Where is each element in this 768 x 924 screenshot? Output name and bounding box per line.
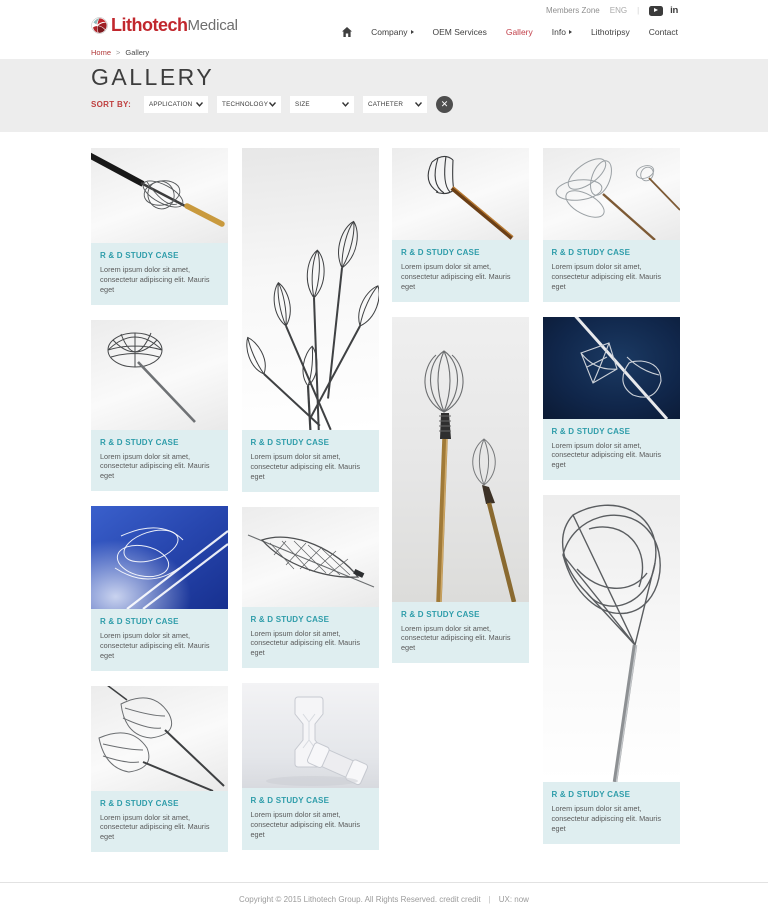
card-body: Lorem ipsum dolor sit amet, consectetur adipiscing elit. Mauris eget	[100, 451, 210, 481]
breadcrumb-home-link[interactable]: Home	[91, 48, 112, 57]
nav-contact-label: Contact	[648, 27, 678, 37]
page-title-band	[0, 59, 768, 132]
card-body: Lorem ipsum dolor sit amet, consectetur adipiscing elit. Mauris eget	[100, 631, 210, 660]
filter-application-value: APPLICATION	[149, 101, 193, 108]
linkedin-icon[interactable]: in	[670, 5, 678, 16]
close-icon: ✕	[440, 99, 449, 109]
gallery-grid	[91, 148, 678, 852]
members-zone-link[interactable]: Members Zone	[545, 6, 600, 15]
card-body: Lorem ipsum dolor sit amet, consectetur adipiscing elit. Mauris eget	[401, 262, 511, 291]
filter-application-dropdown[interactable]	[144, 96, 208, 113]
card-caption	[392, 602, 529, 664]
logo-globe-icon	[91, 17, 108, 34]
clear-filters-button[interactable]	[436, 96, 453, 113]
filter-size-dropdown[interactable]	[290, 96, 354, 113]
device-photo-mesh-stent	[242, 507, 379, 607]
gallery-card[interactable]	[543, 495, 680, 844]
nav-company[interactable]	[371, 27, 413, 37]
device-photo-basket-bouquet	[242, 148, 379, 430]
nav-lithotripsy-label: Lithotripsy	[590, 27, 630, 37]
breadcrumb-separator: >	[116, 48, 121, 57]
gallery-card[interactable]	[91, 148, 228, 305]
utility-bar	[546, 5, 678, 16]
card-title: R & D STUDY CASE	[100, 437, 179, 447]
nav-gallery[interactable]	[506, 27, 533, 37]
gallery-card[interactable]	[242, 507, 379, 669]
gallery-card[interactable]	[543, 317, 680, 481]
card-title: R & D STUDY CASE	[100, 251, 179, 260]
utility-divider: |	[637, 6, 640, 15]
gallery-card[interactable]	[392, 148, 529, 302]
gallery-card[interactable]	[242, 148, 379, 492]
card-title: R & D STUDY CASE	[250, 438, 330, 447]
nav-home[interactable]	[342, 27, 352, 37]
card-title: R & D STUDY CASE	[401, 248, 480, 257]
card-body: Lorem ipsum dolor sit amet, consectetur adipiscing elit. Mauris eget	[250, 628, 361, 658]
card-caption	[91, 243, 228, 305]
filter-size-value: SIZE	[295, 101, 310, 108]
nav-oem-label: OEM Services	[432, 27, 487, 37]
card-body: Lorem ipsum dolor sit amet, consectetur adipiscing elit. Mauris eget	[401, 623, 511, 653]
gallery-card[interactable]	[91, 506, 228, 671]
card-caption	[242, 607, 379, 669]
gallery-column-3	[392, 148, 529, 663]
card-body: Lorem ipsum dolor sit amet, consectetur adipiscing elit. Mauris eget	[100, 265, 210, 294]
gallery-card[interactable]	[91, 686, 228, 853]
chevron-down-icon	[196, 102, 203, 107]
card-caption	[91, 430, 228, 492]
device-photo-blue-baskets	[91, 506, 228, 609]
card-caption	[242, 430, 379, 492]
device-photo-basket-gold-tip	[91, 148, 228, 243]
nav-company-label: Company	[371, 27, 408, 37]
card-title: R & D STUDY CASE	[551, 248, 631, 257]
chevron-down-icon	[269, 102, 276, 107]
card-body: Lorem ipsum dolor sit amet, consectetur adipiscing elit. Mauris eget	[551, 262, 662, 291]
card-caption	[392, 240, 529, 302]
ux-credit: UX: now	[498, 895, 529, 905]
logo-brand-text: Lithotech	[111, 15, 188, 35]
caret-right-icon	[569, 30, 572, 34]
nav-lithotripsy[interactable]	[591, 27, 630, 37]
card-caption	[543, 240, 680, 302]
card-title: R & D STUDY CASE	[551, 790, 631, 800]
chevron-down-icon	[415, 102, 422, 107]
footer-separator: |	[488, 895, 491, 905]
card-title: R & D STUDY CASE	[250, 614, 330, 624]
device-photo-double-basket	[91, 686, 228, 791]
gallery-card[interactable]	[392, 317, 529, 664]
logo-suffix-text: Medical	[187, 17, 238, 34]
card-title: R & D STUDY CASE	[250, 796, 330, 806]
card-title: R & D STUDY CASE	[401, 609, 480, 619]
device-photo-umbrella-basket	[91, 320, 228, 430]
device-photo-small-basket-brown-shaft	[392, 148, 529, 240]
youtube-icon[interactable]	[649, 6, 663, 16]
nav-info[interactable]	[552, 27, 572, 37]
language-selector[interactable]: ENG	[609, 6, 628, 15]
gallery-column-2	[242, 148, 379, 850]
breadcrumb	[91, 48, 149, 57]
device-photo-large-wire-basket	[543, 495, 680, 782]
nav-contact[interactable]	[649, 27, 678, 37]
site-footer	[0, 882, 768, 924]
nav-info-label: Info	[551, 27, 566, 37]
card-title: R & D STUDY CASE	[100, 798, 179, 808]
gallery-column-1	[91, 148, 228, 852]
gallery-column-4	[543, 148, 680, 844]
card-body: Lorem ipsum dolor sit amet, consectetur adipiscing elit. Mauris eget	[100, 812, 210, 842]
breadcrumb-current: Gallery	[125, 48, 150, 57]
sort-by-label: SORT BY:	[91, 100, 132, 109]
device-photo-wire-flower	[543, 148, 680, 240]
nav-oem-services[interactable]	[433, 27, 487, 37]
gallery-card[interactable]	[242, 683, 379, 850]
card-caption	[543, 419, 680, 481]
card-caption	[242, 788, 379, 850]
device-photo-tulip-baskets	[392, 317, 529, 602]
card-body: Lorem ipsum dolor sit amet, consectetur adipiscing elit. Mauris eget	[551, 804, 662, 833]
gallery-card[interactable]	[543, 148, 680, 302]
filter-technology-value: TECHNOLOGY	[222, 101, 269, 108]
card-body: Lorem ipsum dolor sit amet, consectetur adipiscing elit. Mauris eget	[250, 810, 361, 839]
main-nav	[342, 27, 678, 37]
device-photo-glass-dumbbells	[242, 683, 379, 788]
nav-gallery-label: Gallery	[505, 27, 533, 37]
filter-row	[91, 96, 768, 113]
device-photo-navy-wire-devices	[543, 317, 680, 419]
card-title: R & D STUDY CASE	[100, 617, 179, 627]
filter-catheter-dropdown[interactable]	[363, 96, 427, 113]
logo[interactable]	[91, 15, 238, 36]
card-caption	[91, 609, 228, 671]
gallery-card[interactable]	[91, 320, 228, 492]
card-body: Lorem ipsum dolor sit amet, consectetur adipiscing elit. Mauris eget	[250, 452, 361, 481]
page-title: GALLERY	[91, 64, 215, 90]
card-caption	[91, 791, 228, 853]
home-icon	[342, 27, 352, 37]
caret-right-icon	[411, 30, 414, 34]
social-links	[649, 5, 678, 16]
card-body: Lorem ipsum dolor sit amet, consectetur adipiscing elit. Mauris eget	[551, 440, 662, 470]
copyright-text: Copyright © 2015 Lithotech Group. All Rights Reserved. credit credit	[239, 895, 481, 905]
chevron-down-icon	[342, 102, 349, 107]
filter-catheter-value: CATHETER	[368, 101, 404, 108]
card-title: R & D STUDY CASE	[551, 426, 631, 436]
card-caption	[543, 782, 680, 844]
filter-technology-dropdown[interactable]	[217, 96, 281, 113]
site-header	[0, 0, 768, 59]
